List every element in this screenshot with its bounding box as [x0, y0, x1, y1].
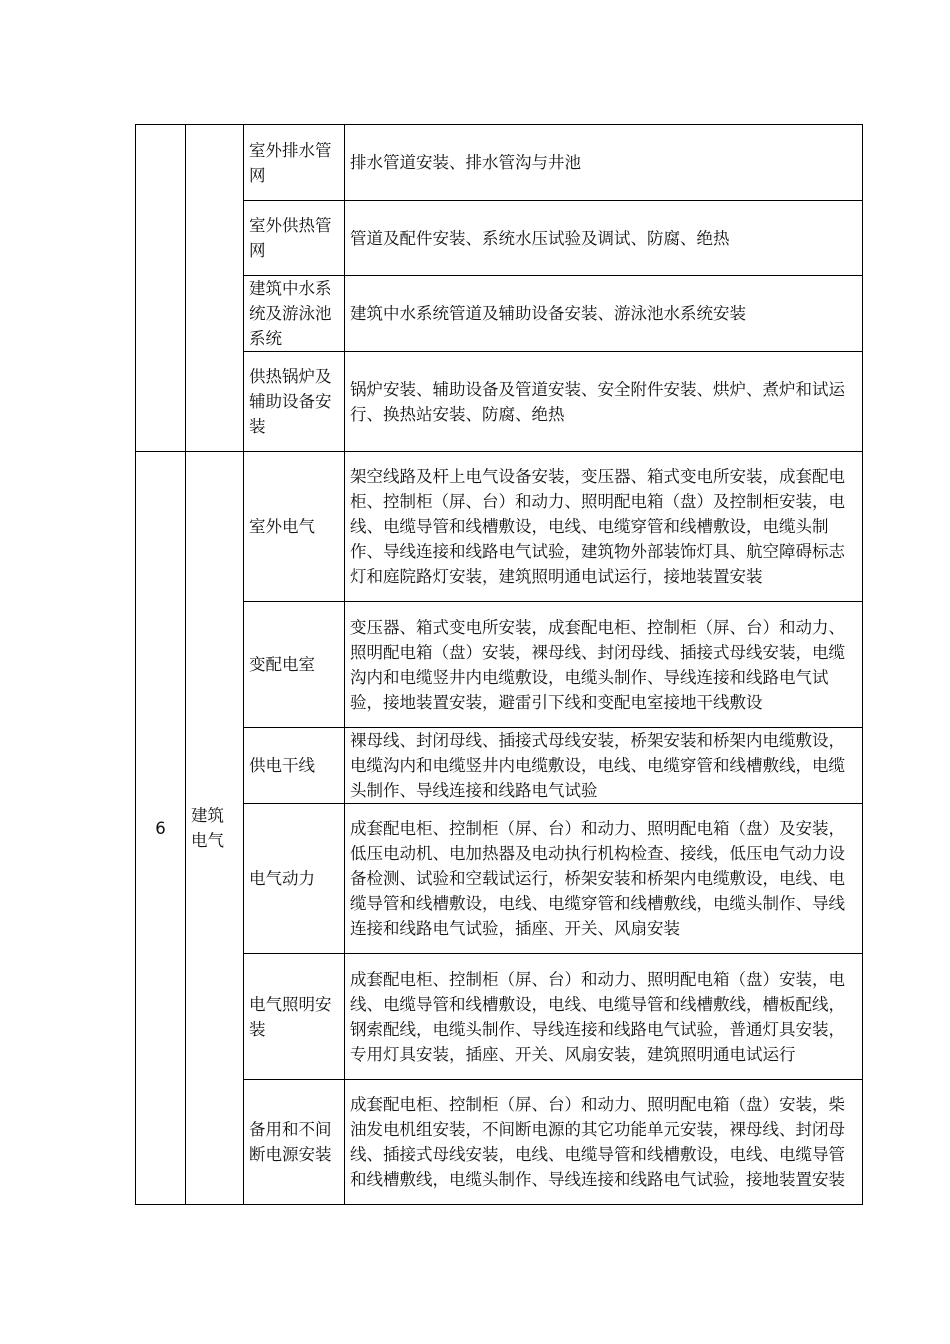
table-row — [136, 804, 863, 954]
subdivision-table — [135, 124, 863, 1205]
table-row — [136, 728, 863, 804]
table-row — [136, 352, 863, 452]
content-cell: 建筑中水系统管道及辅助设备安装、游泳池水系统安装 — [345, 276, 863, 352]
division-cell: 建筑电气 — [186, 452, 244, 1205]
subdivision-cell: 室外排水管网 — [244, 125, 345, 201]
table-row — [136, 602, 863, 728]
table-row — [136, 954, 863, 1080]
content-cell: 管道及配件安装、系统水压试验及调试、防腐、绝热 — [345, 201, 863, 276]
content-cell: 成套配电柜、控制柜（屏、台）和动力、照明配电箱（盘）安装，电线、电缆导管和线槽敷设，电线、电缆导管和线槽敷线，槽板配线，钢索配线，电缆头制作、导线连接和线路电气试验，普通灯具安装，专用灯具安装，插座、开关、风扇安装，建筑照明通电试运行 — [345, 954, 863, 1080]
subdivision-cell: 供热锅炉及辅助设备安装 — [244, 352, 345, 452]
subdivision-cell: 电气照明安装 — [244, 954, 345, 1080]
content-cell: 排水管道安装、排水管沟与井池 — [345, 125, 863, 201]
content-cell: 架空线路及杆上电气设备安装，变压器、箱式变电所安装，成套配电柜、控制柜（屏、台）和动力、照明配电箱（盘）及控制柜安装，电线、电缆导管和线槽敷设，电线、电缆穿管和线槽敷设，电缆头制作、导线连接和线路电气试验，建筑物外部装饰灯具、航空障碍标志灯和庭院路灯安装，建筑照明通电试运行，接地装置安装 — [345, 452, 863, 602]
content-cell: 锅炉安装、辅助设备及管道安装、安全附件安装、烘炉、煮炉和试运行、换热站安装、防腐、绝热 — [345, 352, 863, 452]
subdivision-cell: 室外供热管网 — [244, 201, 345, 276]
content-cell: 成套配电柜、控制柜（屏、台）和动力、照明配电箱（盘）及安装，低压电动机、电加热器及电动执行机构检查、接线，低压电气动力设备检测、试验和空载试运行，桥架安装和桥架内电缆敷设，电线、电缆导管和线槽敷设，电线、电缆穿管和线槽敷线，电缆头制作、导线连接和线路电气试验，插座、开关、风扇安装 — [345, 804, 863, 954]
subdivision-cell: 供电干线 — [244, 728, 345, 804]
subdivision-cell: 建筑中水系统及游泳池系统 — [244, 276, 345, 352]
table-row — [136, 201, 863, 276]
subdivision-cell: 室外电气 — [244, 452, 345, 602]
division-cell-empty — [186, 125, 244, 452]
serial-number-cell-empty — [136, 125, 186, 452]
table-row — [136, 125, 863, 201]
table-row — [136, 276, 863, 352]
table-row — [136, 452, 863, 602]
table-row — [136, 1080, 863, 1205]
content-cell: 变压器、箱式变电所安装，成套配电柜、控制柜（屏、台）和动力、照明配电箱（盘）安装，裸母线、封闭母线、插接式母线安装，电缆沟内和电缆竖井内电缆敷设，电缆头制作、导线连接和线路电气试验，接地装置安装，避雷引下线和变配电室接地干线敷设 — [345, 602, 863, 728]
subdivision-cell: 备用和不间断电源安装 — [244, 1080, 345, 1205]
content-cell: 裸母线、封闭母线、插接式母线安装，桥架安装和桥架内电缆敷设，电缆沟内和电缆竖井内电缆敷设，电线、电缆穿管和线槽敷线，电缆头制作、导线连接和线路电气试验 — [345, 728, 863, 804]
subdivision-cell: 变配电室 — [244, 602, 345, 728]
serial-number-cell: 6 — [136, 452, 186, 1205]
content-cell: 成套配电柜、控制柜（屏、台）和动力、照明配电箱（盘）安装，柴油发电机组安装，不间断电源的其它功能单元安装，裸母线、封闭母线、插接式母线安装，电线、电缆导管和线槽敷设，电线、电缆导管和线槽敷线，电缆头制作、导线连接和线路电气试验，接地装置安装 — [345, 1080, 863, 1205]
subdivision-cell: 电气动力 — [244, 804, 345, 954]
